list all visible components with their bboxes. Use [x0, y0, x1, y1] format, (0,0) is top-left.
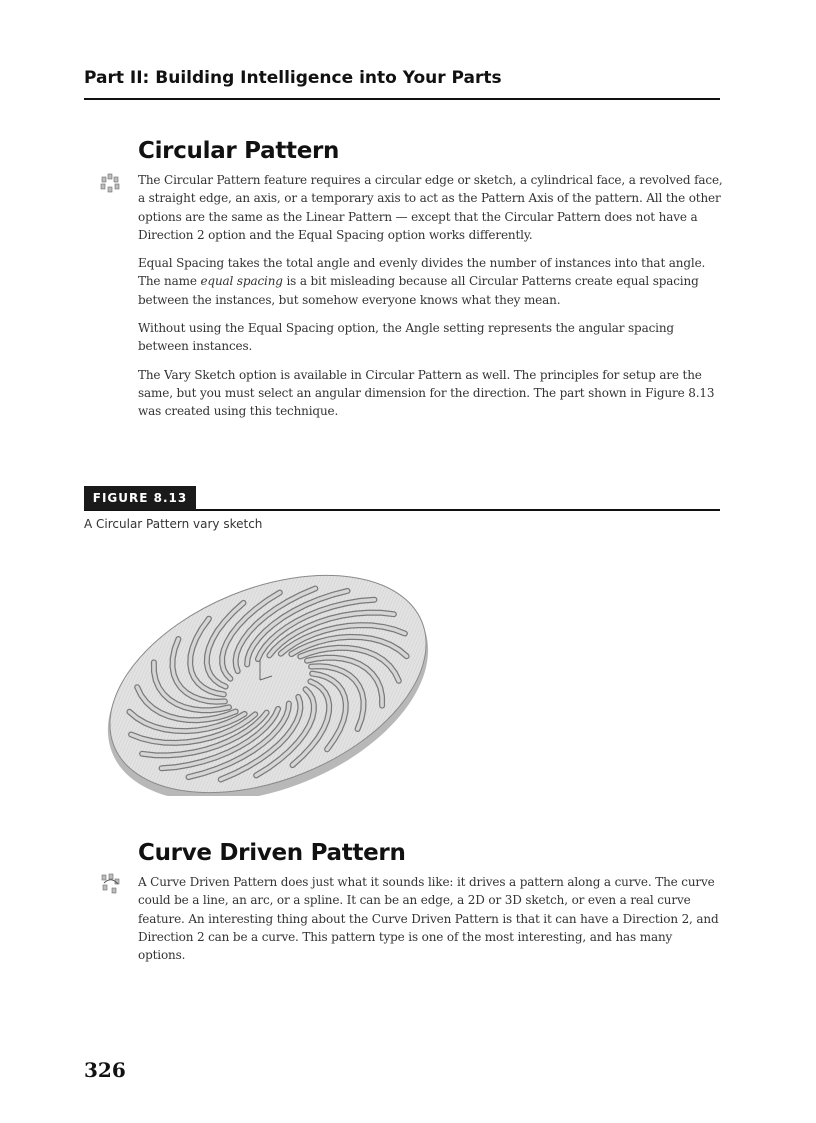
- section-title-circular-pattern: Circular Pattern: [138, 138, 340, 164]
- paragraph: Equal Spacing takes the total angle and evenly divides the number of instances into that angle. The name equal spacing is a bit misleading because all Circular Patterns create equal spacing between the instances, but somehow everyone knows what they mean.: [138, 256, 706, 307]
- paragraph: The Circular Pattern feature requires a circular edge or sketch, a cylindrical face, a revolved face, a straight edge, an axis, or a temporary axis to act as the Pattern Axis of the pattern. All the other options are the same as the Linear Pattern — except that the Circular Pattern does not have a Direction 2 option and the Equal Spacing option works differently.: [138, 173, 723, 242]
- circular-pattern-icon: [99, 172, 123, 196]
- page-number: 326: [84, 1058, 126, 1082]
- figure-caption: A Circular Pattern vary sketch: [84, 517, 263, 531]
- paragraph: A Curve Driven Pattern does just what it sounds like: it drives a pattern along a curve. The curve could be a line, an arc, or a spline. It can be an edge, a 2D or 3D sketch, or even a real curve feature. An interesting thing about the Curve Driven Pattern is that it can have a Direction 2, and Direction 2 can be a curve. This pattern type is one of the most interesting, and has many options.: [138, 875, 719, 963]
- figure-circular-pattern-part: [100, 560, 440, 796]
- section1-body: [138, 171, 723, 431]
- header-rule: [84, 98, 720, 100]
- figure-label: FIGURE 8.13: [84, 486, 196, 510]
- curve-driven-pattern-icon: [99, 872, 123, 896]
- paragraph: The Vary Sketch option is available in Circular Pattern as well. The principles for setup are the same, but you must select an angular dimension for the direction. The part shown in Figure 8.13 was created using this technique.: [138, 367, 715, 419]
- section2-body: [138, 873, 723, 974]
- running-head: Part II: Building Intelligence into Your Parts: [84, 68, 502, 88]
- section-title-curve-driven-pattern: Curve Driven Pattern: [138, 840, 406, 866]
- paragraph: Without using the Equal Spacing option, the Angle setting represents the angular spacing between instances.: [138, 321, 674, 354]
